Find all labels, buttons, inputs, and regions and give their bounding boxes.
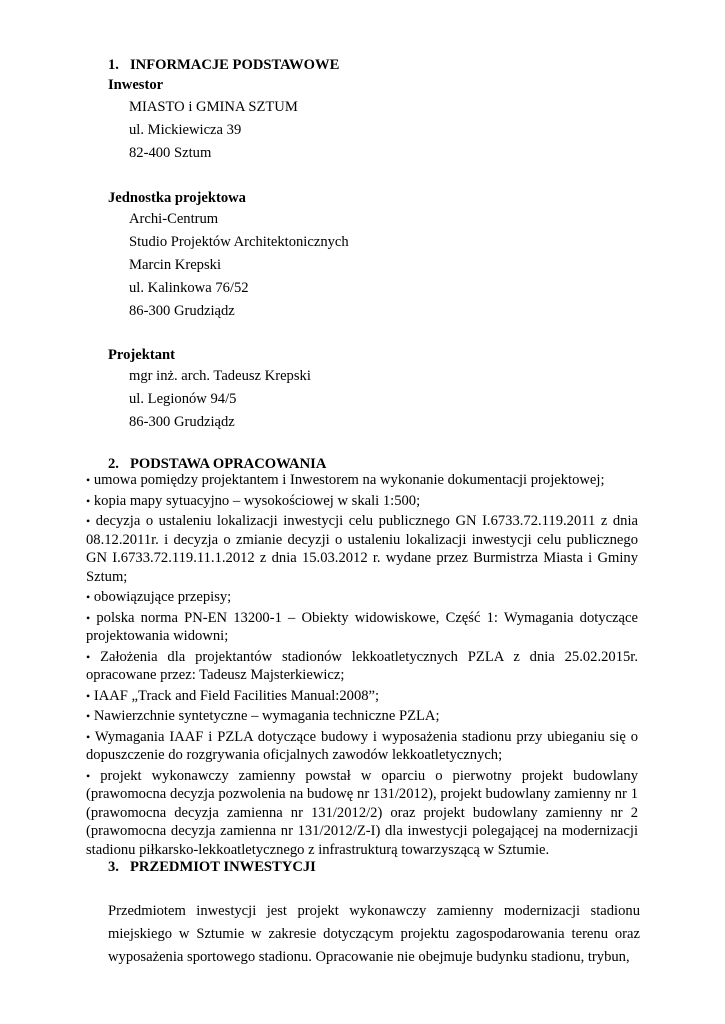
investor-line: 82-400 Sztum: [129, 145, 212, 161]
list-item: • Nawierzchnie syntetyczne – wymagania techniczne PZLA;: [86, 708, 440, 724]
bullet-icon: •: [86, 590, 91, 604]
designer-label: Projektant: [108, 347, 176, 363]
investor-label: Inwestor: [108, 77, 164, 93]
bullet-icon: •: [86, 514, 91, 528]
design-unit-line: Archi-Centrum: [129, 211, 219, 227]
designer-line: mgr inż. arch. Tadeusz Krepski: [129, 368, 311, 384]
design-unit-line: 86-300 Grudziądz: [129, 303, 235, 319]
section-3-paragraph: Przedmiotem inwestycji jest projekt wykonawczy zamienny modernizacji stadionu miejskiego w Sztumie w zakresie dotyczącym projektu zagospodarowania terenu oraz wyposażenia sportowego stadionu. Opracowanie nie obejmuje budynku stadionu, trybun,: [108, 903, 640, 965]
bullet-icon: •: [86, 610, 91, 625]
investor-line: ul. Mickiewicza 39: [129, 122, 242, 138]
list-item: • decyzja o ustaleniu lokalizacji inwestycji celu publicznego GN I.6733.72.119.2011 z dnia 08.12.2011r. i decyzja o zmianie decyzji o ustaleniu lokalizacji inwestycji celu publicznego GN I.6733.72.119.11.1.2012 z dnia 15.03.2012 r. wydane przez Burmistrza Miasta i Gminy Sztum;: [86, 513, 638, 585]
investor-line: MIASTO i GMINA SZTUM: [129, 99, 298, 115]
list-item: • Założenia dla projektantów stadionów lekkoatletycznych PZLA z dnia 25.02.2015r. opracowane przez: Tadeusz Majsterkiewicz;: [86, 648, 639, 683]
bullet-icon: •: [86, 688, 91, 703]
section-1-heading: [108, 56, 339, 74]
section-1-title: INFORMACJE PODSTAWOWE: [130, 57, 340, 73]
bullet-icon: •: [86, 473, 91, 487]
list-item: • projekt wykonawczy zamienny powstał w oparciu o pierwotny projekt budowlany (prawomocna decyzja pozwolenia na budowę nr 131/2012), projekt budowlany zamienny nr 1 (prawomocna decyzja zamienna nr 131/2012/2) oraz projekt budowlany zamienny nr 2 (prawomocna decyzja zamienna nr 131/2012/Z-I) dla inwestycji polegającej na modernizacji stadionu piłkarsko-lekkoatletycznego z infrastrukturą towarzyszącą w Sztumie.: [86, 767, 638, 858]
basis-list: [86, 471, 638, 861]
bullet-icon: •: [86, 729, 91, 744]
design-unit-line: Studio Projektów Architektonicznych: [129, 234, 349, 250]
section-1-number: 1.: [108, 57, 119, 73]
bullet-icon: •: [86, 649, 91, 664]
design-unit-label: Jednostka projektowa: [108, 190, 246, 206]
section-2-title: PODSTAWA OPRACOWANIA: [130, 456, 327, 472]
design-unit-line: Marcin Krepski: [129, 257, 221, 273]
bullet-icon: •: [86, 768, 91, 783]
bullet-icon: •: [86, 709, 91, 723]
section-3-number: 3.: [108, 859, 119, 875]
list-item: • IAAF „Track and Field Facilities Manual:2008”;: [86, 687, 380, 704]
list-item: • kopia mapy sytuacyjno – wysokościowej w skali 1:500;: [86, 492, 421, 509]
designer-line: 86-300 Grudziądz: [129, 414, 235, 430]
designer-line: ul. Legionów 94/5: [129, 391, 237, 407]
list-item: • Wymagania IAAF i PZLA dotyczące budowy i wyposażenia stadionu przy ubieganiu się o dopuszczenie do rozgrywania oficjalnych zawodów lekkoatletycznych;: [86, 728, 638, 763]
section-3-title: PRZEDMIOT INWESTYCJI: [130, 859, 316, 875]
list-item: • umowa pomiędzy projektantem i Inwestorem na wykonanie dokumentacji projektowej;: [86, 472, 605, 488]
list-item: • polska norma PN-EN 13200-1 – Obiekty widowiskowe, Część 1: Wymagania dotyczące projektowania widowni;: [86, 609, 638, 644]
section-2-number: 2.: [108, 456, 119, 472]
section-3-heading: [108, 858, 316, 876]
list-item: • obowiązujące przepisy;: [86, 589, 232, 605]
design-unit-line: ul. Kalinkowa 76/52: [129, 280, 249, 296]
bullet-icon: •: [86, 493, 91, 508]
